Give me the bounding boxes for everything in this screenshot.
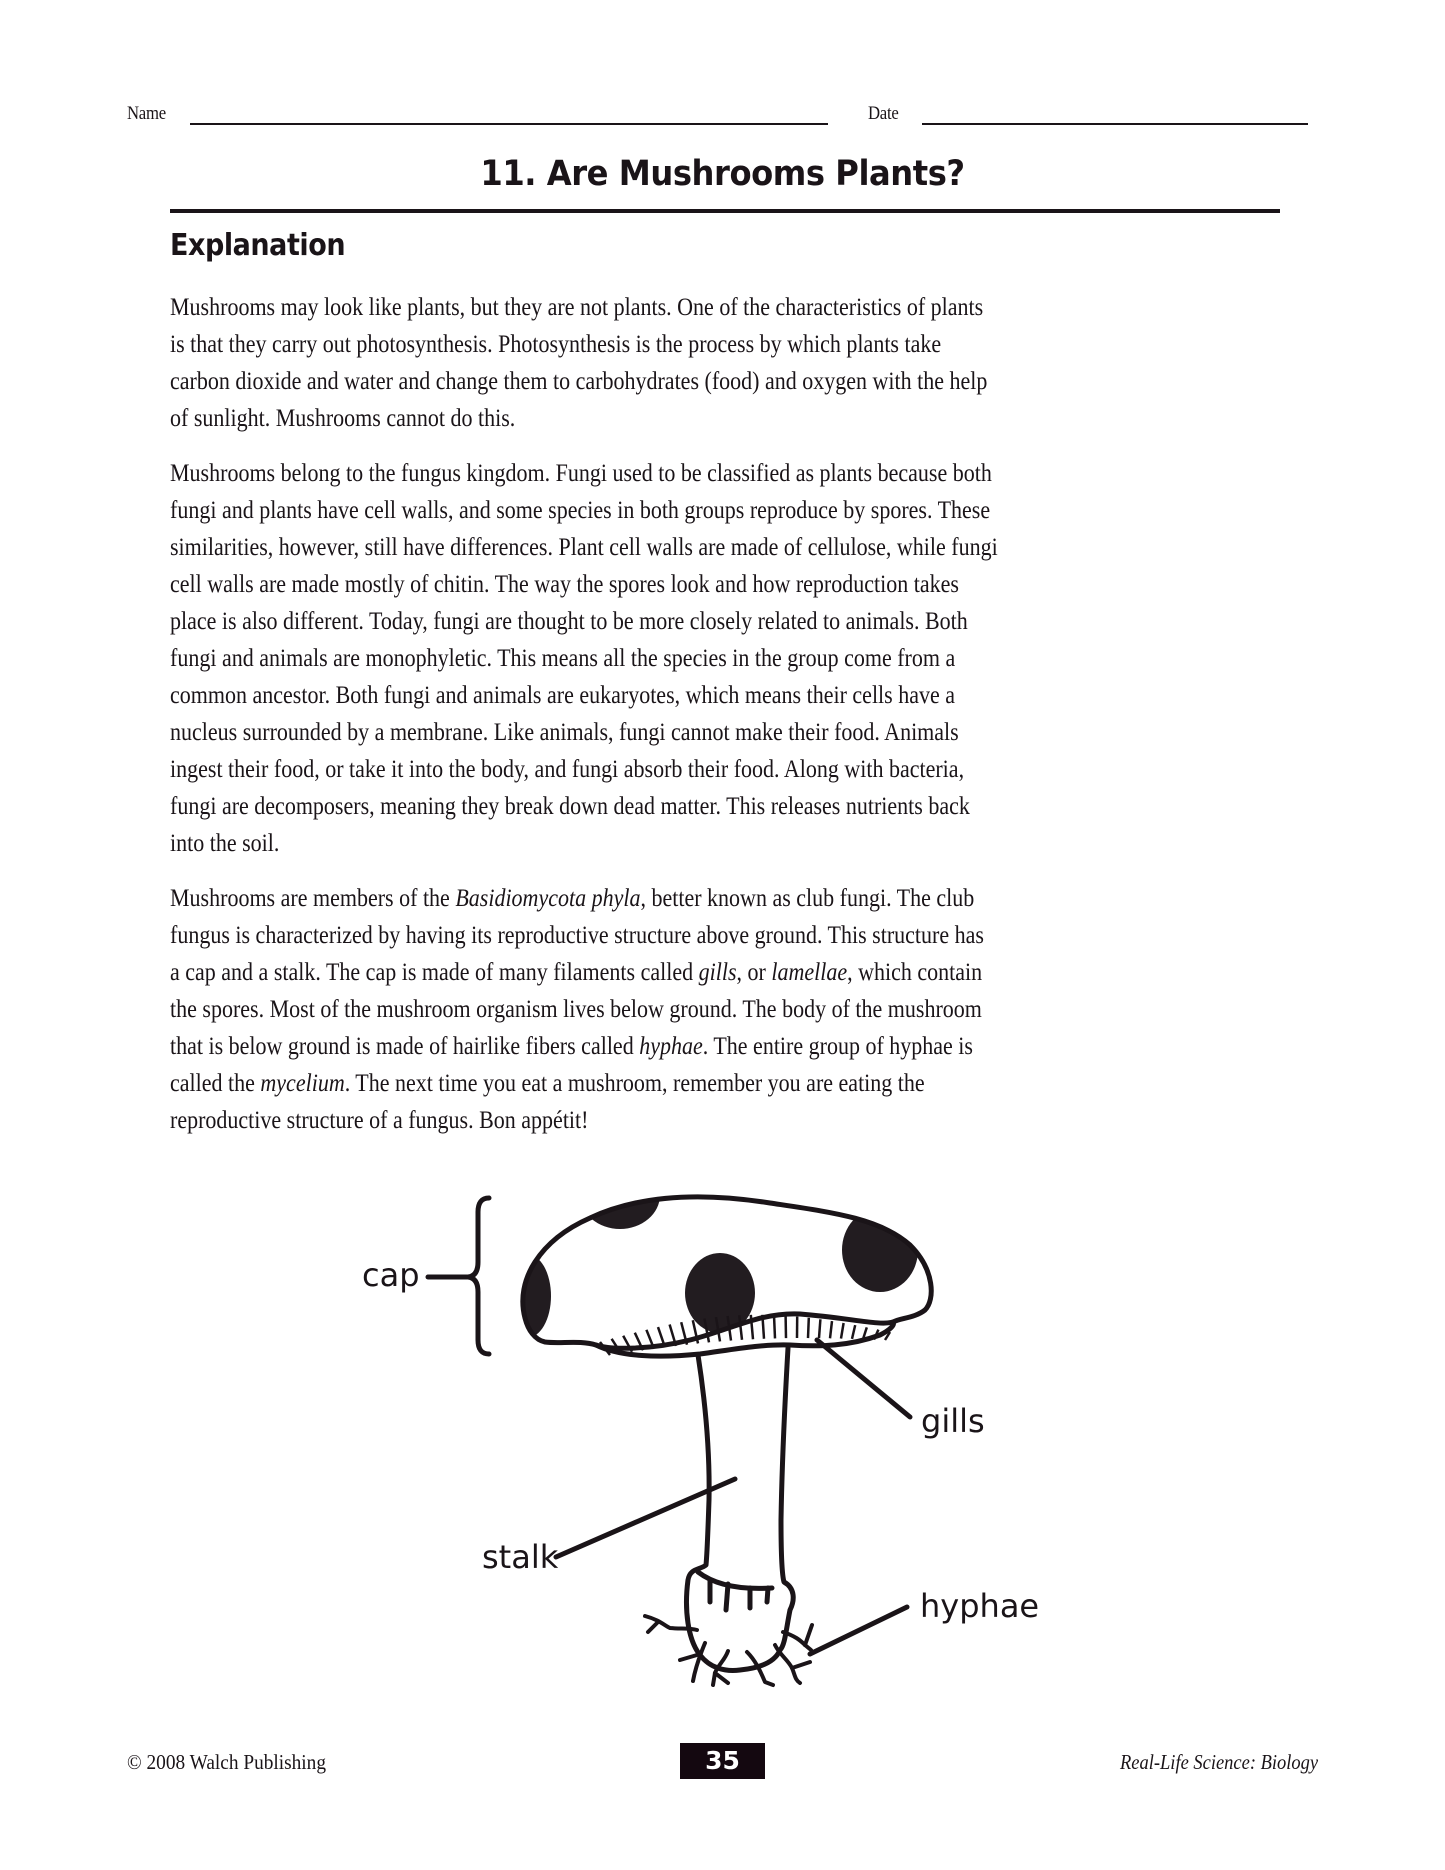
cap-label: cap — [362, 1256, 420, 1294]
text-run: carbon dioxide and water and change them to carbohydrates (food) and oxygen with the help — [170, 368, 988, 395]
paragraph-2 — [170, 455, 1295, 862]
text-run: common ancestor. Both fungi and animals are eukaryotes, which means their cells have a — [170, 682, 956, 709]
cap-outline — [523, 1197, 931, 1349]
text-run: the spores. Most of the mushroom organism lives below ground. The body of the mushroom — [170, 996, 982, 1023]
text-run: , better known as club fungi. The club — [640, 885, 975, 912]
page-number: 35 — [680, 1743, 765, 1779]
text-run: fungi and plants have cell walls, and some species in both groups reproduce by spores. These — [170, 497, 991, 524]
gill-line — [819, 1319, 820, 1338]
text-run: place is also different. Today, fungi are thought to be more closely related to animals. Both — [170, 608, 968, 635]
text-line — [170, 917, 1160, 954]
text-line — [170, 363, 1160, 400]
gill-line — [646, 1330, 654, 1349]
text-run: Mushrooms are members of the — [170, 885, 456, 912]
section-heading: Explanation — [170, 228, 346, 263]
text-line — [170, 954, 1160, 991]
text-run: called the — [170, 1070, 261, 1097]
text-run: ingest their food, or take it into the body, and fungi absorb their food. Along with bacteria, — [170, 756, 965, 783]
gill-line — [658, 1327, 665, 1347]
text-line — [170, 825, 1160, 862]
gill-line — [623, 1336, 632, 1352]
name-label: Name — [127, 103, 166, 124]
gill-line — [885, 1332, 890, 1340]
hyphae-pointer-line — [810, 1607, 907, 1654]
text-line — [170, 326, 1160, 363]
cap-spot — [503, 1254, 551, 1338]
text-line — [170, 1102, 1160, 1139]
title-rule — [170, 209, 1280, 213]
text-run: reproductive structure of a fungus. Bon appétit! — [170, 1107, 589, 1134]
text-run: . The entire group of hyphae is — [702, 1033, 973, 1060]
date-label: Date — [868, 103, 899, 124]
gill-line — [751, 1315, 753, 1339]
stalk-pointer-line — [556, 1479, 735, 1557]
text-run: fungus is characterized by having its reproductive structure above ground. This structure has — [170, 922, 984, 949]
hyphae-roots — [645, 1616, 812, 1685]
gill-line — [874, 1330, 878, 1340]
text-line — [170, 289, 1160, 326]
stalk-right-edge — [780, 1348, 793, 1650]
copyright-notice: © 2008 Walch Publishing — [127, 1750, 326, 1774]
text-line — [170, 880, 1160, 917]
paragraph-1 — [170, 289, 1295, 437]
gill-line — [830, 1321, 832, 1338]
hyphae-label: hyphae — [920, 1587, 1040, 1625]
gill-line — [728, 1316, 731, 1341]
italic-term: hyphae — [639, 1033, 703, 1060]
text-line — [170, 1028, 1160, 1065]
text-run: fungi are decomposers, meaning they break down dead matter. This releases nutrients back — [170, 793, 970, 820]
text-run: . The next time you eat a mushroom, remember you are eating the — [344, 1070, 925, 1097]
gill-line — [670, 1325, 676, 1346]
italic-term: lamellae — [771, 959, 848, 986]
gills-label: gills — [921, 1402, 985, 1440]
text-run: that is below ground is made of hairlike fibers called — [170, 1033, 640, 1060]
gill-line — [863, 1327, 867, 1339]
text-run: nucleus surrounded by a membrane. Like animals, fungi cannot make their food. Animals — [170, 719, 959, 746]
text-line — [170, 677, 1160, 714]
italic-term: mycelium — [260, 1070, 345, 1097]
cap-spot — [580, 1161, 660, 1229]
book-title: Real-Life Science: Biology — [1119, 1750, 1318, 1774]
gill-line — [739, 1315, 742, 1340]
text-line — [170, 788, 1160, 825]
text-line — [170, 566, 1160, 603]
gill-line — [635, 1333, 643, 1351]
gill-line — [716, 1317, 720, 1341]
gill-edge — [596, 1322, 893, 1356]
text-run: , or — [736, 959, 772, 986]
text-run: fungi and animals are monophyletic. This means all the species in the group come from a — [170, 645, 956, 672]
text-run: a cap and a stalk. The cap is made of many filaments called — [170, 959, 699, 986]
text-line — [170, 991, 1160, 1028]
paragraph-3 — [170, 880, 1295, 1139]
cap-spot — [842, 1208, 918, 1292]
cap-spot — [685, 1253, 755, 1333]
text-run: of sunlight. Mushrooms cannot do this. — [170, 405, 516, 432]
text-line — [170, 455, 1160, 492]
gill-line — [841, 1323, 844, 1339]
gill-line — [681, 1322, 687, 1344]
gill-line — [693, 1320, 698, 1343]
name-field[interactable] — [190, 123, 828, 125]
text-line — [170, 640, 1160, 677]
gills-pointer-line — [817, 1340, 910, 1417]
gill-line — [762, 1315, 764, 1339]
text-line — [170, 400, 1160, 437]
text-run: similarities, however, still have differences. Plant cell walls are made of cellulose, while fungi — [170, 534, 998, 561]
page-title: 11. Are Mushrooms Plants? — [480, 154, 965, 194]
gill-line — [704, 1318, 709, 1342]
stalk-left-edge — [687, 1355, 781, 1670]
text-line — [170, 492, 1160, 529]
text-run: , which contain — [847, 959, 983, 986]
gill-lines — [600, 1315, 890, 1355]
text-run: into the soil. — [170, 830, 280, 857]
stalk-label: stalk — [482, 1538, 559, 1576]
italic-term: Basidiomycota phyla — [455, 885, 641, 912]
gill-line — [600, 1342, 610, 1355]
text-line — [170, 714, 1160, 751]
text-run: is that they carry out photosynthesis. Photosynthesis is the process by which plants take — [170, 331, 942, 358]
gill-line — [774, 1315, 775, 1338]
cap-brace — [468, 1198, 489, 1354]
gill-line — [612, 1339, 621, 1354]
text-run: cell walls are made mostly of chitin. The way the spores look and how reproduction takes — [170, 571, 959, 598]
date-field[interactable] — [922, 123, 1308, 125]
gill-line — [852, 1325, 855, 1339]
text-run: Mushrooms may look like plants, but they are not plants. One of the characteristics of plants — [170, 294, 984, 321]
text-line — [170, 603, 1160, 640]
text-run: Mushrooms belong to the fungus kingdom. Fungi used to be classified as plants because both — [170, 460, 992, 487]
italic-term: gills — [698, 959, 737, 986]
gill-line — [808, 1318, 809, 1338]
text-line — [170, 529, 1160, 566]
stalk-ring — [698, 1572, 772, 1588]
text-line — [170, 751, 1160, 788]
text-line — [170, 1065, 1160, 1102]
